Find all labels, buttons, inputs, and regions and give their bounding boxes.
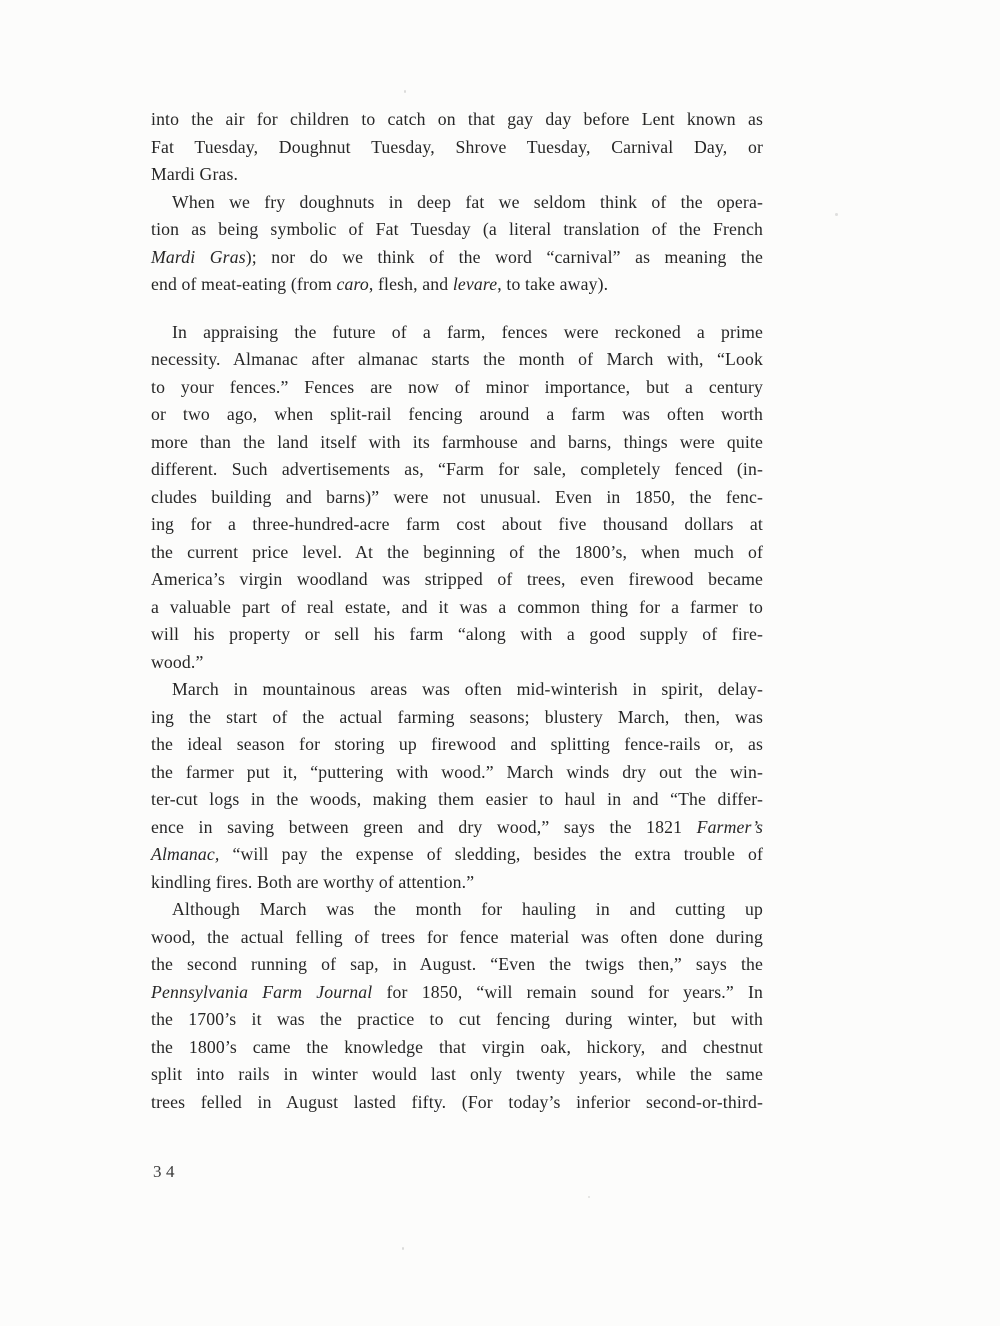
text-run: tion as being symbolic of Fat Tuesday (a literal translation of the French	[151, 219, 763, 239]
text-run: ter-cut logs in the woods, making them easier to haul in and “The differ-	[151, 789, 763, 809]
text-line	[151, 401, 763, 429]
text-run: the second running of sap, in August. “Even the twigs then,” says the	[151, 954, 763, 974]
text-line	[151, 511, 763, 539]
text-line	[151, 786, 763, 814]
text-run: , to take away).	[497, 274, 609, 294]
paragraph	[151, 319, 763, 677]
text-line	[151, 1034, 763, 1062]
text-line	[151, 319, 763, 347]
text-run: necessity. Almanac after almanac starts the month of March with, “Look	[151, 349, 763, 369]
scan-speck	[835, 213, 838, 216]
text-line	[151, 951, 763, 979]
text-line	[151, 594, 763, 622]
text-run: March in mountainous areas was often mid-winterish in spirit, delay-	[172, 679, 763, 699]
text-run: ing the start of the actual farming seasons; blustery March, then, was	[151, 706, 763, 727]
text-run: into the air for children to catch on that gay day before Lent known as	[151, 109, 763, 129]
italic-text-run: Mardi Gras	[151, 246, 246, 267]
text-line	[151, 869, 763, 897]
italic-text-run: levare	[452, 274, 498, 294]
text-run: wood.”	[151, 651, 204, 672]
text-run: for 1850, “will remain sound for years.” In	[372, 981, 763, 1002]
text-line	[151, 1006, 763, 1034]
text-line	[151, 484, 763, 512]
text-line	[151, 566, 763, 594]
text-run: will his property or sell his farm “along with a good supply of fire-	[151, 624, 763, 644]
text-run: When we fry doughnuts in deep fat we seldom think of the opera-	[172, 191, 763, 212]
text-run: different. Such advertisements as, “Farm for sale, completely fenced (in-	[151, 459, 763, 479]
text-run: cludes building and barns)” were not unusual. Even in 1850, the fenc-	[151, 486, 763, 507]
paragraph	[151, 676, 763, 896]
text-run: Although March was the month for hauling in and cutting up	[172, 899, 763, 919]
text-run: end of meat-eating (from	[151, 274, 337, 294]
text-line	[151, 924, 763, 952]
text-run: “will pay the expense of sledding, besides the extra trouble of	[219, 844, 763, 864]
text-run: the 1700’s it was the practice to cut fencing during winter, but with	[151, 1009, 763, 1029]
page-text	[151, 106, 763, 1116]
text-run: more than the land itself with its farmhouse and barns, things were quite	[151, 431, 763, 452]
paragraph	[151, 189, 763, 299]
text-line	[151, 649, 763, 677]
italic-text-run: Pennsylvania Farm Journal	[151, 981, 373, 1002]
scan-speck	[404, 90, 406, 93]
text-run: Fat Tuesday, Doughnut Tuesday, Shrove Tuesday, Carnival Day, or	[151, 136, 763, 157]
text-line	[151, 134, 763, 162]
text-run: kindling fires. Both are worthy of attention.”	[151, 871, 475, 892]
text-run: trees felled in August lasted fifty. (For today’s inferior second-or-third-	[151, 1091, 763, 1112]
text-line	[151, 374, 763, 402]
italic-text-run: Almanac,	[151, 844, 220, 864]
text-line	[151, 429, 763, 457]
italic-text-run: caro	[336, 274, 369, 294]
text-run: ); nor do we think of the word “carnival” as meaning the	[245, 246, 763, 267]
text-line	[151, 704, 763, 732]
text-run: or two ago, when split-rail fencing around a farm was often worth	[151, 404, 763, 424]
text-line	[151, 979, 763, 1007]
text-run: In appraising the future of a farm, fences were reckoned a prime	[172, 321, 763, 342]
text-run: split into rails in winter would last only twenty years, while the same	[151, 1064, 763, 1084]
text-line	[151, 244, 763, 272]
text-run: ing for a three-hundred-acre farm cost about five thousand dollars at	[151, 514, 763, 534]
text-line	[151, 814, 763, 842]
text-line	[151, 271, 763, 299]
text-run: the ideal season for storing up firewood and splitting fence-rails or, as	[151, 734, 763, 754]
text-line	[151, 189, 763, 217]
page-number: 34	[153, 1162, 179, 1181]
text-line	[151, 676, 763, 704]
text-line	[151, 161, 763, 189]
text-line	[151, 731, 763, 759]
text-line	[151, 106, 763, 134]
text-line	[151, 539, 763, 567]
text-line	[151, 346, 763, 374]
text-run: Mardi Gras.	[151, 164, 239, 184]
scan-speck	[588, 1196, 590, 1198]
paragraph	[151, 106, 763, 189]
text-run: , flesh, and	[368, 274, 453, 294]
scan-speck	[402, 1247, 404, 1250]
text-run: the 1800’s came the knowledge that virgin oak, hickory, and chestnut	[151, 1036, 763, 1057]
text-line	[151, 759, 763, 787]
text-run: the farmer put it, “puttering with wood.” March winds dry out the win-	[151, 761, 763, 782]
text-run: to your fences.” Fences are now of minor importance, but a century	[151, 376, 763, 397]
text-run: a valuable part of real estate, and it was a common thing for a farmer to	[151, 596, 763, 617]
text-line	[151, 621, 763, 649]
text-run: the current price level. At the beginning of the 1800’s, when much of	[151, 541, 763, 562]
text-line	[151, 456, 763, 484]
italic-text-run: Farmer’s	[696, 816, 763, 837]
text-run: America’s virgin woodland was stripped of trees, even firewood became	[151, 569, 763, 589]
text-line	[151, 896, 763, 924]
text-line	[151, 1089, 763, 1117]
text-run: ence in saving between green and dry wood,” says the 1821	[151, 816, 697, 837]
text-run: wood, the actual felling of trees for fence material was often done during	[151, 926, 763, 947]
text-line	[151, 1061, 763, 1089]
text-line	[151, 216, 763, 244]
paragraph	[151, 896, 763, 1116]
text-line	[151, 841, 763, 869]
